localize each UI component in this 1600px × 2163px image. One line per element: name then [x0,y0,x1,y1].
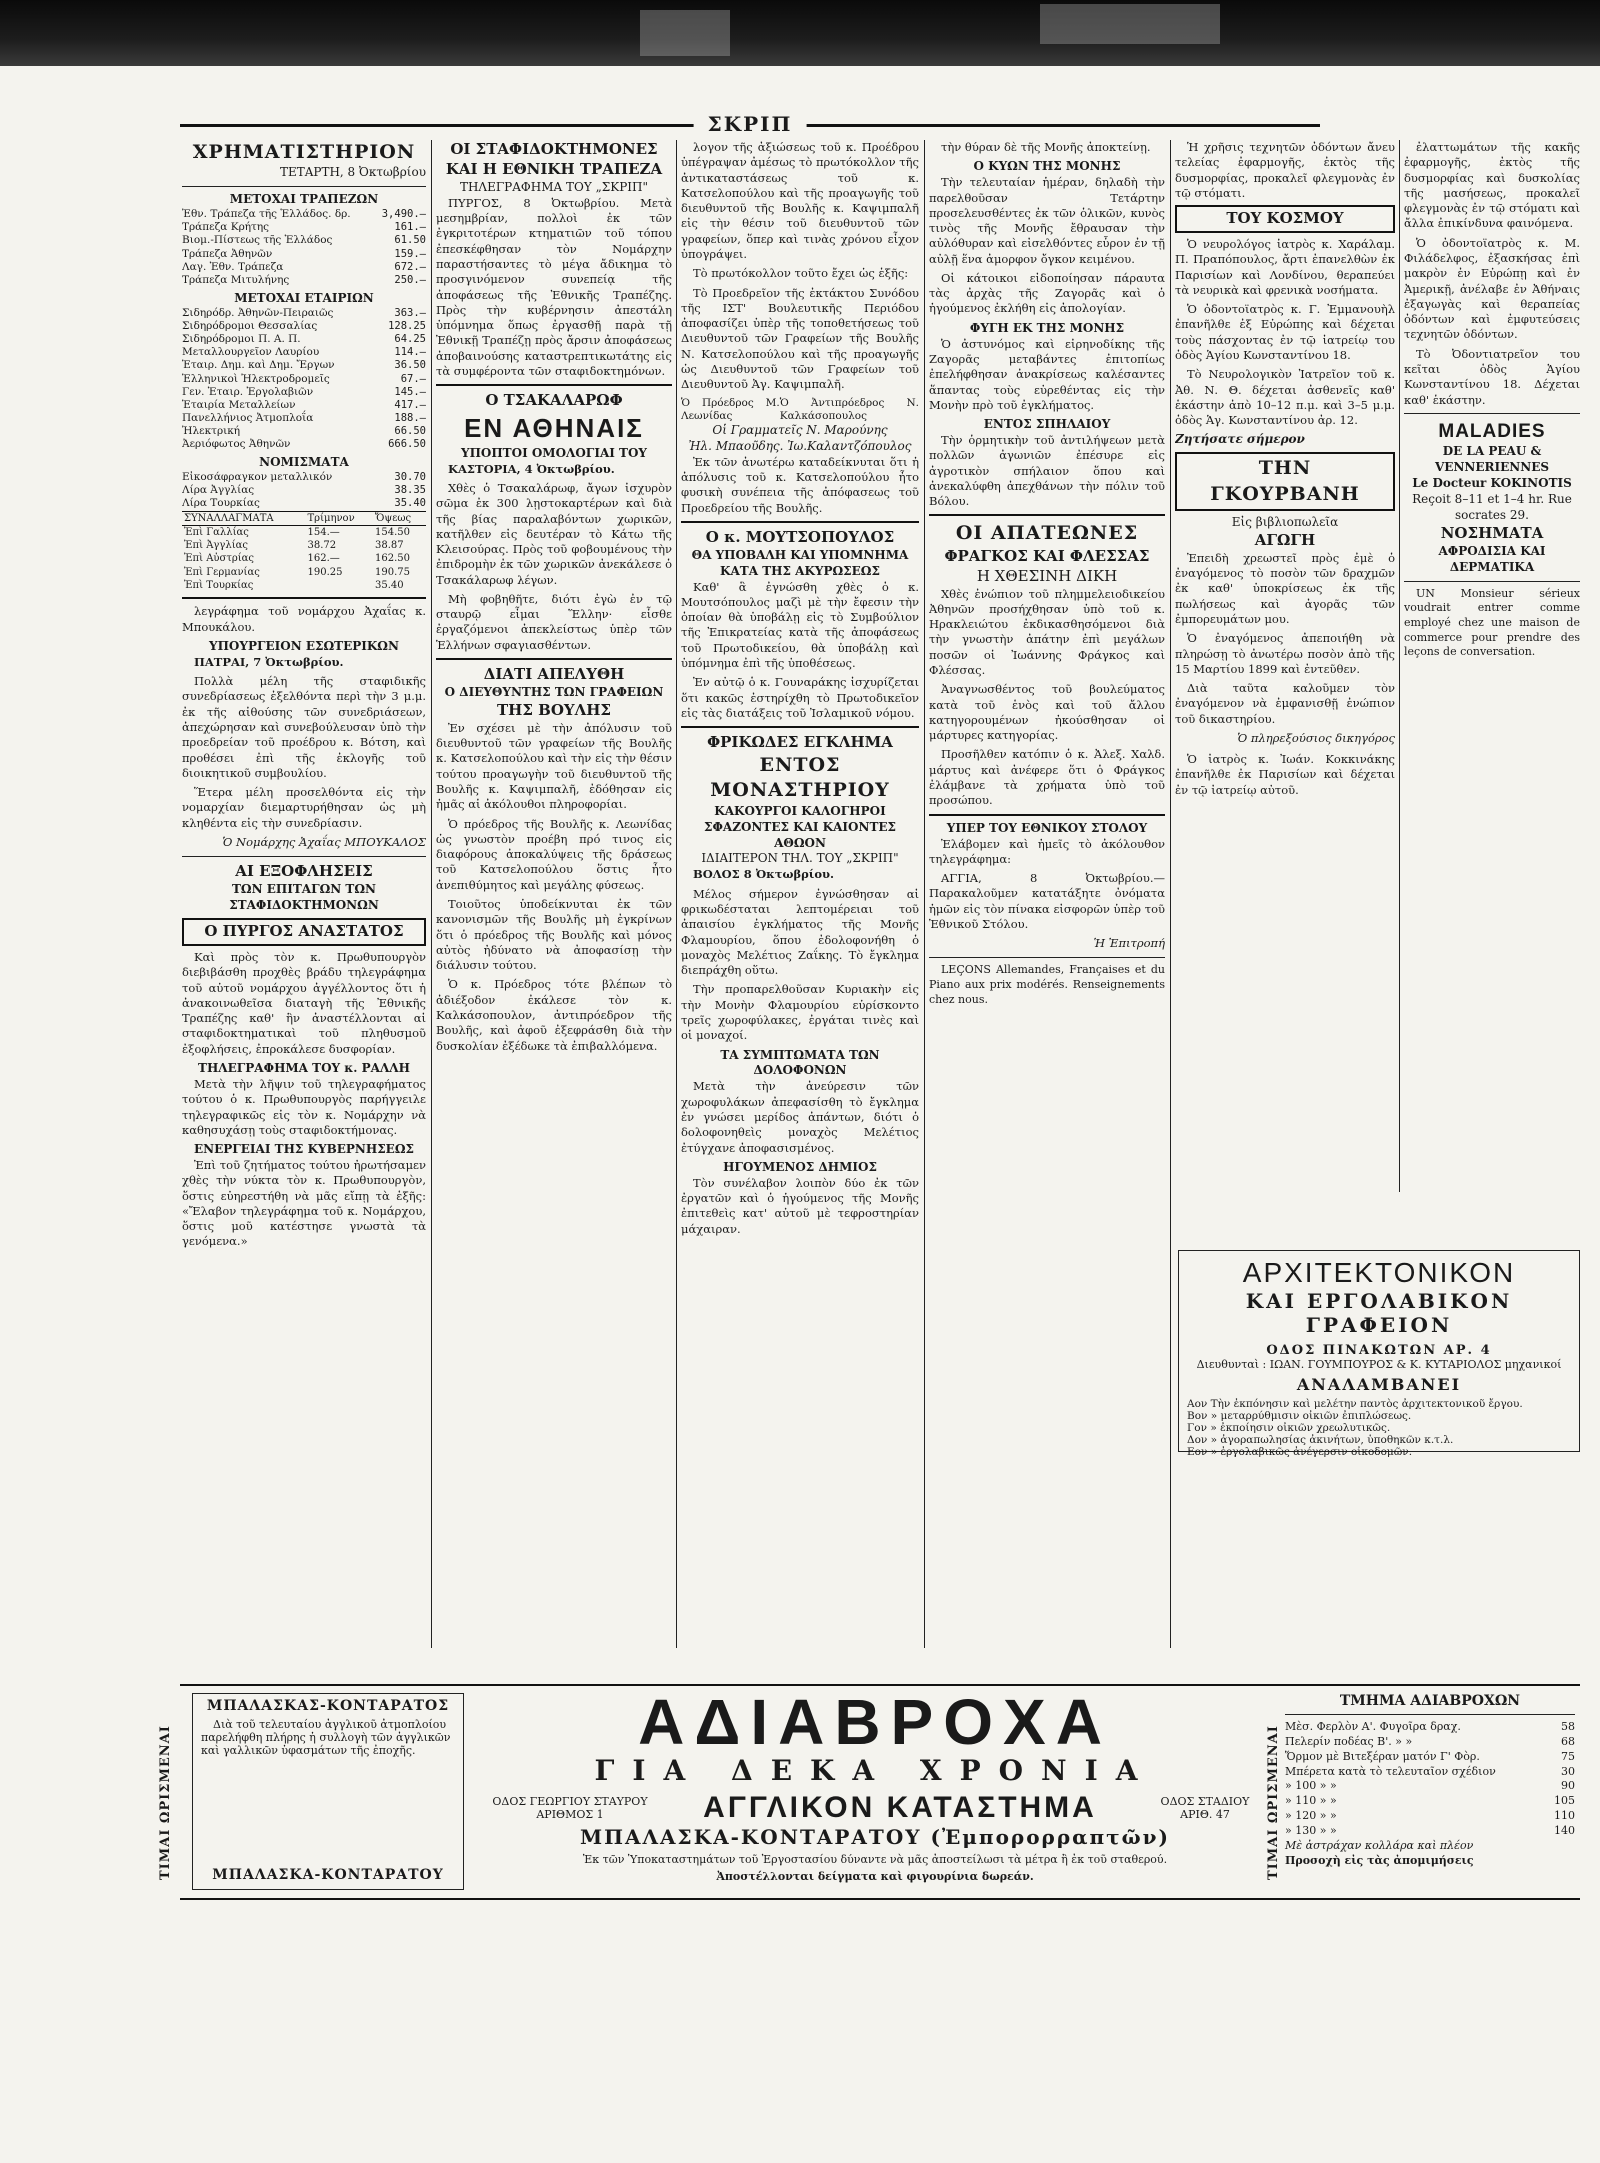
ad-store-name: ΑΓΓΛΙΚΟΝ ΚΑΤΑΣΤΗΜΑ [703,1791,1097,1824]
article-text: Τὴν ὁρμητικὴν τοῦ ἀντιλήψεων μετὰ πολλῶν ἀγωνιῶν ἐπέσυρε εἰς ἀγροτικὸν σπήλαιον ὅπου καὶ ἀνεκαλύφθη ἀπεχθάνων τὴν πόλιν τοῦ Βόλου. [929,433,1165,509]
column-divider [1399,140,1400,1192]
table-cell: Ἐπὶ Γερμανίας [184,566,260,578]
dateline: ΠΑΤΡΑΙ, 7 Ὀκτωβρίου. [194,654,344,669]
vertical-label: ΤΙΜΑΙ ΩΡΙΣΜΕΝΑΙ [1266,1725,1281,1880]
table-cell: 190.75 [375,566,410,578]
price-value: 38.35 [394,484,426,497]
classified-ad: LEÇONS Allemandes, Françaises et du Piano aux prix modérés. Renseignements chez nous. [929,963,1165,1006]
signature: Ἡ Ἐπιτροπή [1093,936,1165,951]
article-subheading: ΤΗΛΕΓΡΑΦΗΜΑ ΤΟΥ „ΣΚΡΙΠ" [459,179,649,194]
price-value: 66.50 [394,425,426,437]
price-label: Ἐθν. Τράπεζα τῆς Ἑλλάδος. δρ. [182,208,351,221]
ad-footer-text: Μὲ ἀστράχαν κολλάρα καὶ πλέον [1285,1838,1474,1852]
price-value: 67.— [400,372,426,385]
article-headline: ΤΩΝ ΕΠΙΤΑΓΩΝ ΤΩΝ ΣΤΑΦΙΔΟΚΤΗΜΟΝΩΝ [229,882,379,913]
table-header-row [182,511,426,525]
article-headline: Ο ΔΙΕΥΘΥΝΤΗΣ ΤΩΝ ΓΡΑΦΕΙΩΝ [444,684,664,699]
article-text: Τὸν συνέλαβον λοιπὸν δύο ἐκ τῶν ἐργατῶν καὶ ὁ ἡγούμενος τῆς Μονῆς ἐπιτεθεὶς κατ' αὐτοῦ μὲ τεφροστηρίαν μάχαιραν. [681,1175,919,1236]
ad-text: Διὰ τοῦ τελευταίου ἀγγλικοῦ ἀτμοπλοίου παρελήφθη πλήρης ἡ συλλογὴ τῶν ἀγγλικῶν καὶ γαλλικῶν ὑφασμάτων τῆς ἐποχῆς. [201,1718,451,1757]
article-subheading: ΚΑΤΑ ΤΗΣ ΑΚΥΡΩΣΕΩΣ [720,563,880,578]
price-label: Λίρα Τουρκίας [182,497,260,510]
price-row [182,261,426,274]
article-headline: ΑΙ ΕΞΟΦΛΗΣΕΙΣ [235,862,373,881]
price-row [182,248,426,261]
price-label: Ἑλληνικοὶ Ἠλεκτροδρομεῖς [182,372,330,385]
article-text: Ἡ χρῆσις τεχνητῶν ὀδόντων ἄνευ τελείας ἐφαρμογῆς, ἐκτὸς τῆς δυσμορφίας, προκαλεῖ φλεγμονὰς ἐν τῷ στόματι. [1175,140,1395,200]
price-row [182,497,426,510]
notice-text: Ἐπειδὴ χρεωστεῖ πρὸς ἐμὲ ὁ ἐναγόμενος τὸ ποσὸν τῶν δραχμῶν ἐκ καθ' ὑποκρίσεως ἐκ τῆς πωλήσεως καὶ ἀγορᾶς τῶν ἐμπορευμάτων μου. [1175,550,1395,626]
ad-headline: ΜΠΑΛΑΣΚΑΣ-ΚΟΝΤΑΡΑΤΟΣ [206,1698,450,1714]
article-text: ΠΥΡΓΟΣ, 8 Ὀκτωβρίου. Μετὰ μεσημβρίαν, πολλοὶ ἐκ τῶν ἐγκριτοτέρων κτηματιῶν τοῦ τόπου ἐπεσκέφθησαν τὸν Νομάρχην παραστήσαντες τὸ μέγα ἄδικημα τὸ προσγινόμενον συνεπείᾳ τῆς ἀποφάσεως τῆς Ἐθνικῆς Τραπέζης. Πρὸς τὴν κυβέρνησιν ἀπεστάλη ὑπόμνημα ὅπως ἐργασθῇ παρὰ τῇ Ἐθνικῇ Τραπέζῃ πρὸς ἄρσιν ἀποφάσεως ἀποβαινούσης καταστρεπτικωτάτης εἰς τὰ συμφέροντα τῶν σταφιδοκτημόνων. [436,195,672,378]
price-row [182,373,426,386]
article-headline: ΦΡΙΚΩΔΕΣ ΕΓΚΛΗΜΑ [707,733,893,752]
article-subheading: Η ΧΘΕΣΙΝΗ ΔΙΚΗ [976,566,1118,585]
price-row [182,399,426,412]
price-label: » 100 » » [1285,1779,1337,1793]
column-header: Τρίμηνον [306,511,373,525]
price-value: 64.25 [394,333,426,346]
table-cell [306,579,373,592]
price-value: 75 [1561,1749,1575,1763]
article-text: Οἱ κάτοικοι εἰδοποίησαν πάραυτα τὰς ἀρχὰς τῆς Ζαγορᾶς καὶ ὁ ἡγούμενος ἐκλήθη εἰς ἀπολογίαν. [929,270,1165,316]
dateline: ΒΟΛΟΣ 8 Ὀκτωβρίου. [693,867,834,882]
ad-store-owner: ΜΠΑΛΑΣΚΑ-ΚΟΝΤΑΡΑΤΟΥ (Ἐμπορορραπτῶν) [579,1825,1171,1849]
vertical-label: ΤΙΜΑΙ ΩΡΙΣΜΕΝΑΙ [158,1725,173,1880]
ad-address: ΟΔΟΣ ΠΙΝΑΚΩΤΩΝ ΑΡ. 4 [1266,1343,1492,1358]
table-row [182,525,426,539]
article-headline: ΕΝΤΟΣ ΜΟΝΑΣΤΗΡΙΟΥ [710,754,890,802]
ad-headline: MALADIES [1438,420,1546,442]
dateline: ΚΑΣΤΟΡΙΑ, 4 Ὀκτωβρίου. [448,461,615,476]
price-value: 140 [1554,1823,1575,1837]
price-value: 363.— [394,306,426,319]
article-subheading: ΚΑΚΟΥΡΓΟΙ ΚΑΛΟΓΗΡΟΙ [714,803,886,818]
price-label: Ἠλεκτρική [182,425,241,437]
price-row [182,208,426,221]
section-heading: ΤΟΥ ΚΟΣΜΟΥ [1175,205,1395,233]
article-headline: ΟΙ ΣΤΑΦΙΔΟΚΤΗΜΟΝΕΣ [450,140,658,158]
signature: Ὁ Νομάρχης Ἀχαΐας ΜΠΟΥΚΑΛΟΣ [222,834,426,849]
ad-footer [1285,1839,1575,1854]
ad-footer-text: Προσοχὴ εἰς τὰς ἀπομιμήσεις [1285,1853,1474,1867]
price-label: » 130 » » [1285,1823,1337,1837]
article-subheading: ΙΔΙΑΙΤΕΡΟΝ ΤΗΛ. ΤΟΥ „ΣΚΡΙΠ" [701,851,899,866]
price-label: Ἀεριόφωτος Ἀθηνῶν [182,438,291,451]
article-headline: ΟΙ ΑΠΑΤΕΩΝΕΣ [955,522,1139,545]
price-value: 114.— [394,346,426,359]
table-row [182,552,426,565]
divider [182,856,426,857]
price-label: Γεν. Ἑταιρ. Ἐργολαβιῶν [182,385,314,398]
article-text: Μετὰ τὴν λῆψιν τοῦ τηλεγραφήματος τούτου ὁ κ. Πρωθυπουργὸς παρήγγειλε τηλεγραφικῶς εἰς τὸν κ. Νομάρχην νὰ καθησυχάσῃ τοὺς σταφιδοκτήμονας. [182,1076,426,1137]
list-item: Εον » ἐργολαβικῶς ἀνέγερσιν οἰκοδομῶν. [1187,1446,1413,1458]
column-2 [436,140,672,1648]
company-shares-list [182,307,426,451]
ad-subline: Reçoit 8–11 et 1–4 hr. Rue socrates 29. [1412,491,1572,522]
notice-text: Διὰ ταῦτα καλοῦμεν τὸν ἐναγόμενον νὰ ἐμφανισθῇ ἐνώπιον τοῦ δικαστηρίου. [1175,681,1395,726]
notice-text: Ὁ ἰατρὸς κ. Ἰωάν. Κοκκινάκης ἐπανῆλθε ἐκ Παρισίων καὶ δέχεται ἐν τῷ ἰατρείῳ αὐτοῦ. [1175,752,1395,797]
divider [436,658,672,660]
bank-shares-heading: ΜΕΤΟΧΑΙ ΤΡΑΠΕΖΩΝ [229,192,379,207]
article-headline: Ο ΤΣΑΚΑΛΑΡΩΦ [485,391,623,410]
article-headline: ΤΗΣ ΒΟΥΛΗΣ [496,700,612,719]
newspaper-title: ΣΚΡΙΠ [694,112,807,136]
price-list-ad [1285,1693,1575,1888]
price-value: 35.40 [394,497,426,510]
article-headline: Ο ΠΥΡΓΟΣ ΑΝΑΣΤΑΤΟΣ [182,918,426,946]
article-text: Μὴ φοβηθῆτε, διότι ἐγὼ ἐν τῷ σταυρῷ εἶμαι Ἕλλην· εἶσθε ἐργαζόμενοι ἀπεκλείστως ὑπὲρ τῶν Ἑλλήνων σφαγιασθέντων. [436,591,672,652]
price-value: 159.— [394,247,426,260]
price-value: 110 [1554,1809,1575,1823]
price-row [182,471,426,484]
price-row [1285,1735,1575,1750]
article-headline: ΔΙΑΤΙ ΑΠΕΛΥΘΗ [483,665,625,684]
price-label: Πελερίν ποδέας Β'. » » [1285,1734,1413,1748]
article-subheading: ΗΓΟΥΜΕΝΟΣ ΔΗΜΙΟΣ [723,1159,877,1174]
price-row [1285,1720,1575,1735]
architecture-office-ad [1178,1250,1580,1458]
table-cell: Ἐπὶ Γαλλίας [184,526,249,538]
price-label: Τράπεζα Ἀθηνῶν [182,247,273,260]
company-shares-heading: ΜΕΤΟΧΑΙ ΕΤΑΙΡΙΩΝ [234,290,374,305]
price-row [1285,1809,1575,1824]
price-row [182,484,426,497]
article-subheading: ΤΗΛΕΓΡΑΦΗΜΑ ΤΟΥ κ. ΡΑΛΛΗ [198,1061,410,1075]
price-label: Σιδηρόδρομοι Θεσσαλίας [182,320,318,332]
ad-subline: Εἰς βιβλιοπωλεῖα [1231,514,1339,529]
ad-subline: ΑΦΡΟΔΙΣΙΑ ΚΑΙ ΔΕΡΜΑΤΙΚΑ [1438,543,1546,574]
price-value: 188.— [394,411,426,424]
price-label: Λαγ. Ἐθν. Τράπεζα [182,260,284,273]
article-headline: ΦΡΑΓΚΟΣ ΚΑΙ ΦΛΕΣΣΑΣ [944,546,1150,565]
price-row [182,425,426,438]
column-divider [676,140,677,1648]
article-text: Καθ' ἃ ἐγνώσθη χθὲς ὁ κ. Μουτσόπουλος μαζὶ μὲ τὴν ἔφεσιν τὴν ὁποίαν θὰ ὑποβάλῃ εἰς τὸ Συμβούλιον τῆς Ἐπικρατείας κατὰ τῆς ἀποφάσεως τοῦ Πρωτοδικείου, θὰ ὑποβάλῃ καὶ ὑπόμνημα ἐπὶ τῆς ὑποθέσεως. [681,579,919,671]
list-item: Βον » μεταρρύθμισιν οἰκιῶν ἐπιπλώσεως. [1187,1410,1412,1422]
article-text: Τὸ Ὀδοντιατρεῖον του κεῖται ὁδὸς Ἁγίου Κωνσταντίνου 18. Δέχεται καθ' ἑκάστην. [1404,346,1580,407]
scan-edge-band [0,0,1600,66]
divider [929,814,1165,816]
price-label: » 120 » » [1285,1809,1337,1823]
article-subheading: ΣΦΑΖΟΝΤΕΣ ΚΑΙ ΚΑΙΟΝΤΕΣ ΑΘΩΟΝ [703,819,897,850]
article-text: Χθὲς ἐνώπιον τοῦ πλημμελειοδικείου Ἀθηνῶν προσήχθησαν ὑπὸ τοῦ κ. Ηρακλειώτου ἐκδικασθησόμενοι διὰ τὴν γνωστὴν ἀπάτην ἐπὶ μεγάλων ποσῶν οἱ Ἰωάννης Φράγκος καὶ Φλέσσας. [929,586,1165,678]
price-row [182,274,426,287]
price-value: 36.50 [394,359,426,372]
column-6 [1404,140,1580,1192]
article-text: Τὴν τελευταίαν ἡμέραν, δηλαδὴ τὴν παρελθοῦσαν Τετάρτην προσελευσθέντες ἐκ τῶν ὁλικῶν, κυνὸς τινὸς τῆς Μονῆς ἔθραυσαν τὴν αὐλόθυραν καὶ εἰσελθόντες εὗρον ἐν τῇ αὐλῇ ἕνα ἀμορφον ὄγκον κειμένου. [929,175,1165,266]
ad-lead: Ζητήσατε σήμερον [1175,432,1305,447]
price-row [182,412,426,425]
notice-text: Ὁ ἐναγόμενος ἀπεποιήθη νὰ πληρώσῃ τὸ ἀνωτέρω ποσὸν ἀπὸ τῆς 15 Μαρτίου 1899 καὶ ἐντεῦθεν. [1175,631,1395,676]
article-subheading: ΘΑ ΥΠΟΒΑΛΗ ΚΑΙ ΥΠΟΜΝΗΜΑ [691,547,909,562]
exchange-title: ΧΡΗΜΑΤΙΣΤΗΡΙΟΝ [192,141,416,163]
price-value: 145.— [394,385,426,398]
ad-subheading: ΑΝΑΛΑΜΒΑΝΕΙ [1296,1375,1462,1394]
price-row [182,346,426,359]
article-subheading: ΥΠΟΠΤΟΙ ΟΜΟΛΟΓΙΑΙ ΤΟΥ [461,445,647,460]
article-text: Τὸ πρωτόκολλον τοῦτο ἔχει ὡς ἑξῆς: [693,266,909,281]
table-row [182,566,426,579]
article-text: Ἐπὶ τοῦ ζητήματος τούτου ἠρωτήσαμεν χθὲς τὴν νύκτα τὸν κ. Πρωθυπουργὸν, ὅστις εὐηρεστήθη νὰ μᾶς εἴπῃ τὰ ἑξῆς: «Ἔλαβον τηλεγράφημα τοῦ κ. Νομάρχου, ὅστις μοῦ κατέστησε γνωστὰ τὰ γενόμενα.» [182,1158,426,1249]
article-subheading: Ο ΚΥΩΝ ΤΗΣ ΜΟΝΗΣ [973,159,1121,174]
classified-ad: UN Monsieur sérieux voudrait entrer comme employé chez une maison de commerce pour prendre des leçons de conversation. [1404,586,1580,659]
ad-services-list [1179,1394,1579,1462]
ad-headline: ΤΜΗΜΑ ΑΔΙΑΒΡΟΧΩΝ [1339,1693,1521,1709]
article-text: Χθὲς ὁ Τσακαλάρωφ, ἄγων ἰσχυρὸν σῶμα ἐκ 300 λῃστοκαρτέρων καὶ διὰ τῆς βίας παραλαβόντων χωρικῶν, κατῆλθεν εἰς δευτέραν τὸ Κάτω τῆς Κλεισούρας. Πρὸς τοῦ φοβουμένους τὴν ἐπιδρομὴν ἐκ τῶν χωρικῶν ἀνεκάλεσε ὁ Τσακάλαρωφ λέγων. [436,480,672,587]
article-text: Πολλὰ μέλη τῆς σταφιδικῆς συνεδρίασεως ἐξελθόντα περὶ τὴν 3 μ.μ. ἐκ τῆς αἰθούσης τῶν συνεδριάσεων, ἀπεχώρησαν καὶ συνεβούλευσαν ὑπὸ τὴν προεδρείαν τοῦ προέδρου κ. Βότση, καὶ προθέσει ἐπὶ τῆς ἐκλογῆς τοῦ διοικητικοῦ συμβουλίου. [182,674,426,780]
price-label: Σιδηρόδρομοι Π. Α. Π. [182,333,301,346]
article-text: Προσῆλθεν κατόπιν ὁ κ. Ἀλεξ. Χαλδ. μάρτυς καὶ ἀνέφερε ὅτι ὁ Φράγκος ἐλάμβανε τὰ χρήματα ὑπὸ τοῦ προσώπου. [929,747,1165,808]
ad-subline: Le Docteur KOKINOTIS [1412,475,1572,490]
column-4 [929,140,1165,1648]
divider [681,521,919,523]
table-row [182,579,426,592]
price-value: 161.— [394,221,426,234]
notice-text: Ὁ νευρολόγος ἰατρὸς κ. Χαράλαμ. Π. Πραπόπουλος, ἄρτι ἐπανελθὼν ἐκ Παρισίων καὶ Λονδίνου, θεραπεύει τὰ νευρικὰ καὶ φρενικὰ νοσήματα. [1175,237,1395,297]
masthead [180,112,1320,136]
article-text: τὴν θύραν δὲ τῆς Μονῆς ἀποκτείνῃ. [941,140,1151,154]
list-item: Αον Τὴν ἐκπόνησιν καὶ μελέτην παντὸς ἀρχιτεκτονικοῦ ἔργου. [1187,1398,1523,1410]
notice-text: Τὸ Νευρολογικὸν Ἰατρεῖον τοῦ κ. Ἀθ. Ν. Θ. δέχεται ἀσθενεῖς καθ' ἑκάστην ἀπὸ 10–12 π.μ. καὶ 3–5 μ.μ. ὁδὸς Ἁγ. Κωνσταντίνου ἀρ. 12. [1175,367,1395,428]
list-item: Δον » ἀγοραπωλησίας ἀκινήτων, ὑποθηκῶν κ.τ.λ. [1187,1434,1454,1446]
ad-headline: ΑΡΧΙΤΕΚΤΟΝΙΚΟΝ [1242,1257,1516,1288]
column-header: Ὄψεως [373,511,426,525]
table-cell: Ἐπὶ Ἀγγλίας [184,540,248,552]
ad-address: ΟΔΟΣ ΣΤΑΔΙΟΥ ΑΡΙΘ. 47 [1160,1795,1250,1821]
article-text: Ἐν σχέσει μὲ τὴν ἀπόλυσιν τοῦ διευθυντοῦ τῶν γραφείων τῆς Βουλῆς κ. Κατσελοπούλου καὶ τὴν εἰς τὴν θέσιν τούτου προαγωγὴν τοῦ διευθυντοῦ τῆς Βουλῆς κ. Καψιμπαλῆ, ἐδόθησαν εἰς ἡμᾶς αἱ ἀκόλουθοι πληροφορίαι. [436,720,672,812]
price-label: Μὲσ. Φερλὸν Α'. Φυγοῖρα δραχ. [1285,1720,1461,1733]
article-text: Ἕτερα μέλη προσελθόντα εἰς τὴν νομαρχίαν διεμαρτυρήθησαν ὡς μὴ κληθέντα εἰς τὴν συνεδρίασιν. [182,785,426,830]
divider [929,514,1165,516]
article-text: ἐλαττωμάτων τῆς κακῆς ἐφαρμογῆς, ἐκτὸς τῆς δυσμορφίας καὶ δυσκολίας τῆς μασήσεως, προκαλεῖ φλεγμονὰς ἐν τῷ στόματι καὶ ἄλλα ἐπικίνδυνα φαινόμενα. [1404,140,1580,231]
column-3 [681,140,919,1648]
ad-subline: DE LA PEAU & VENNERIENNES [1434,444,1550,474]
scan-smudge [640,10,730,56]
article-text: Καὶ πρὸς τὸν κ. Πρωθυπουργὸν διεβιβάσθη προχθὲς βράδυ τηλεγράφημα τοῦ αὐτοῦ νομάρχου ἀγγέλλοντος ὅτι ἡ ἀνακοινωθεῖσα διαταγὴ τῆς Ἐθνικῆς Τραπέζης καθ' ἣν ἀναστέλλονται αἱ σταφιδοκτηματικαὶ τοῦ πληθυσμοῦ ἐξοφλήσεις, ἐπροκάλεσε δυσφορίαν. [182,950,426,1056]
price-label: Ἑταιρ. Δημ. καὶ Δημ. Ἔργων [182,359,335,372]
price-value: 250.— [394,273,426,286]
merchant-ad-left [192,1693,464,1890]
ad-footer [1285,1854,1575,1869]
divider [182,186,426,187]
price-label: Σιδηρόδρ. Ἀθηνῶν-Πειραιῶς [182,306,334,319]
signature: Ὁ πληρεξούσιος δικηγόρος [1237,730,1395,745]
price-row [182,333,426,346]
price-label: Βιομ.-Πίστεως τῆς Ἑλλάδος [182,234,333,247]
divider [1285,1714,1575,1715]
article-text: Ὁ ἀστυνόμος καὶ εἰρηνοδίκης τῆς Ζαγορᾶς μεταβάντες ἐπιτοπίως ἐπελήφθησαν ἀνακρίσεως καλέσαντες ἅπαντας τοὺς εὑρεθέντας εἰς τὴν Μονὴν πρὸ τοῦ ἐγκλήματος. [929,336,1165,412]
price-value: 58 [1561,1720,1575,1733]
ad-headline: ΑΔΙΑΒΡΟΧΑ [638,1686,1112,1758]
price-label: Ἑταιρία Μεταλλείων [182,398,296,411]
article-subheading: ΕΝΤΟΣ ΣΠΗΛΑΙΟΥ [983,417,1111,432]
column-5 [1175,140,1395,1192]
ad-note: Ἐκ τῶν Ὑποκαταστημάτων τοῦ Ἐργοστασίου δύναντε νὰ μᾶς ἀποστείλωσι τὰ μέτρα ἢ ἐκ τοῦ σταθερού. [582,1853,1168,1866]
bank-shares-list [182,208,426,287]
price-value: 672.— [394,260,426,273]
article-text: Τὸ Προεδρεῖον τῆς ἐκτάκτου Συνόδου τῆς ΙΣΤ' Βουλευτικῆς Περιόδου ἀποφασίζει ὑπὲρ τῆς τοποθετήσεως τοῦ Διευθυντοῦ τῶν Γραφείων τῆς Βουλῆς Ν. Κατσελοπούλου καὶ τῆς προαγωγῆς ὡς Διευθυντοῦ τῶν Γραφείων τοῦ Διευθυντοῦ Ἀγ. Καψιμπαλῆ. [681,285,919,392]
coins-heading: ΝΟΜΙΣΜΑΤΑ [259,455,349,470]
ad-subheadline: ΓΙΑ ΔΕΚΑ ΧΡΟΝΙΑ [594,1754,1156,1787]
signature-row [681,397,919,423]
article-text: Ἐν αὐτῷ ὁ κ. Γουναράκης ἰσχυρίζεται ὅτι κακῶς ἐστηρίχθη τὸ Πρωτοδικεῖον εἰς τὰς διατάξεις τοῦ Ἰσλαμικοῦ νόμου. [681,675,919,720]
raincoats-ad [485,1686,1265,1890]
ad-footer: ΜΠΑΛΑΣΚΑ-ΚΟΝΤΑΡΑΤΟΥ [212,1867,444,1883]
divider [436,384,672,386]
ad-headline: ΤΗΝ ΓΚΟΥΡΒΑΝΗ [1175,452,1395,511]
ad-note: Ἀποστέλλονται δείγματα καὶ φιγουρίνια δωρεάν. [716,1870,1034,1883]
article-text: Ἐλάβομεν καὶ ἡμεῖς τὸ ἀκόλουθον τηλεγράφημα: [929,836,1165,866]
table-cell: 35.40 [375,580,404,592]
table-cell: 162.50 [375,553,410,565]
column-divider [1170,140,1171,1648]
signature: Ἠλ. Μπαοῦδης. Ἰω.Καλαντζόπουλος [688,438,912,453]
price-value: 105 [1554,1794,1575,1808]
price-row [182,386,426,399]
price-value: 128.25 [388,320,426,332]
column-1 [182,140,426,1648]
article-subheading: ΤΑ ΣΥΜΠΤΩΜΑΤΑ ΤΩΝ ΔΟΛΟΦΟΝΩΝ [720,1047,880,1078]
price-row [182,307,426,320]
price-row [1285,1824,1575,1839]
price-row [182,234,426,247]
table-cell: Ἐπὶ Τουρκίας [184,580,254,592]
price-row [1285,1765,1575,1780]
coins-list [182,471,426,510]
ad-directors: Διευθυνταὶ : ΙΩΑΝ. ΓΟΥΜΠΟΥΡΟΣ & Κ. ΚΥΤΑΡΙΟΛΟΣ μηχανικοί [1196,1358,1562,1371]
price-row [1285,1779,1575,1794]
divider [1404,581,1580,582]
notice-heading: ΑΓΩΓΗ [1254,530,1316,549]
price-label: » 110 » » [1285,1794,1337,1808]
table-cell: Ἐπὶ Αὐστρίας [184,553,255,565]
signature: Ὁ Πρόεδρος Μ. Λεωνίδας [681,396,780,422]
article-text: Ὁ κ. Πρόεδρος τότε βλέπων τὸ ἀδιέξοδον ἐκάλεσε τὸν κ. Καλκάσοπουλον, ἀντιπρόεδρον τῆς Βουλῆς, καὶ ἀφοῦ ἐξεφράσθη διὰ τὴν δυσκολίαν ἐξέδωκε τὰ ἐπιβαλλόμενα. [436,977,672,1053]
article-text: Ὁ ὀδοντοϊατρὸς κ. Μ. Φιλάδελφος, ἐξασκήσας ἐπὶ μακρὸν ἐν Εὐρώπῃ καὶ ἐν Ἀμερικῇ, ἀνέλαβε ἐν Ἀθήναις ἐξαγωγὰς καὶ θεραπείας ὀδόντων καὶ ἐμφυτεύσεις τεχνητῶν ὀδόντων. [1404,235,1580,342]
price-label: Τράπεζα Κρήτης [182,221,270,234]
table-cell: 38.87 [375,540,404,552]
article-text: Τὴν προπαρελθοῦσαν Κυριακὴν εἰς τὴν Μονὴν Φλαμουρίου εὑρίσκοντο τρεῖς χωροφύλακες, ἐργάται τινὲς καὶ οἱ μοναχοί. [681,982,919,1043]
price-label: Πανελλήνιος Ἀτμοπλοΐα [182,411,314,424]
article-headline: ΕΝ ΑΘΗΝΑΙΣ [464,413,644,444]
article-text: Μετὰ τὴν ἀνεύρεσιν τῶν χωροφυλάκων ἀπεφασίσθη τὸ ἔγκλημα ἐν γνώσει μερίδος ἀπάντων, διότι ὁ δολοφονηθεὶς μοναχὸς Μελέτιος ἐτύγχανε ἀποφασισμένος. [681,1079,919,1155]
price-label: Ὅρμον μὲ Βιτεξέραν ματόν Γ' Φὸρ. [1285,1749,1480,1763]
article-subheading: ΦΥΓΗ ΕΚ ΤΗΣ ΜΟΝΗΣ [969,320,1125,335]
divider [1404,413,1580,414]
exchange-rates-table [182,511,426,593]
article-heading: ΥΠΟΥΡΓΕΙΟΝ ΕΣΩΤΕΡΙΚΩΝ [209,638,399,653]
divider [929,957,1165,958]
signature: Ὁ Ἀντιπρόεδρος Ν. Καλκάσοπουλος [779,396,919,422]
article-text: Ἀναγνωσθέντος τοῦ βουλεύματος κατὰ τοῦ ἑνὸς καὶ τοῦ ἄλλου κατηγορουμένων ἠκούσθησαν οἱ μάρτυρες κατηγορίας. [929,682,1165,743]
table-cell: 162.— [307,553,340,565]
price-label: Λίρα Ἀγγλίας [182,484,255,497]
price-value: 61.50 [394,234,426,247]
price-row [182,320,426,333]
table-row [182,539,426,552]
article-text: Ὁ πρόεδρος τῆς Βουλῆς κ. Λεωνίδας ὡς γνωστὸν προέβη πρό τινος εἰς διαφόρους ἀποκαλύψεις τῆς δράσεως τοῦ Κατσελοπούλου ὅστις ἦτο ἀνεπιθύμητος καὶ μεγάλης φύσεως. [436,816,672,892]
list-item: Γον » ἐκποίησιν οἰκιῶν χρεωλυτικῶς. [1187,1422,1391,1434]
column-divider [431,140,432,1648]
price-row [182,359,426,372]
divider [182,597,426,599]
table-cell: 154.50 [375,526,410,538]
article-text: ΑΓΓΙΑ, 8 Ὀκτωβρίου.— Παρακαλοῦμεν κατατάξητε ὀνόματα ἡμῶν εἰς τὸν πίνακα εἰσφορῶν ὑπὲρ τοῦ Ἐθνικοῦ Στόλου. [929,871,1165,931]
article-text: λογον τῆς ἀξιώσεως τοῦ κ. Προέδρου ὑπέγραψαν ἀμέσως τὸ πρωτόκολλον τῆς ἀντικαταστάσεως τοῦ κ. Κατσελοπούλου καὶ τῆς προαγωγῆς τοῦ διευθυντοῦ τῆς Βουλῆς κ. Καψιμπαλῆ εἰς τὴν θέσιν τοῦ διευθυντοῦ τῶν γραφείων, ὅπερ καὶ τινὰς χρόνου εἶχον ὑπογράψει. [681,140,919,261]
article-headline: ΥΠΕΡ ΤΟΥ ΕΘΝΙΚΟΥ ΣΤΟΛΟΥ [946,820,1148,835]
scan-smudge [1040,4,1220,44]
divider [180,1898,1580,1900]
column-divider [924,140,925,1648]
price-value: 30.70 [394,471,426,484]
price-value: 666.50 [388,438,426,451]
ad-address: ΟΔΟΣ ΓΕΩΡΓΙΟΥ ΣΤΑΥΡΟΥ ΑΡΙΘΜΟΣ 1 [492,1795,648,1821]
price-row [1285,1794,1575,1809]
exchange-date: ΤΕΤΑΡΤΗ, 8 Ὀκτωβρίου [279,165,426,180]
fx-heading: ΣΥΝΑΛΛΑΓΜΑΤΑ [182,511,306,525]
price-label: Τράπεζα Μιτυλήνης [182,273,290,286]
article-text: Τοιοῦτος ὑποδείκνυται ἐκ τῶν κανονισμῶν τῆς Βουλῆς μὴ ἐγκρίνων ὅτι ὁ πρόεδρος τῆς Βουλῆς καὶ μόνος αὐτὸς ἠδύνατο νὰ ἀποφασίσῃ τὴν διάλυσιν τούτου. [436,896,672,973]
table-cell: 154.— [307,526,340,538]
article-subheading: ΕΝΕΡΓΕΙΑΙ ΤΗΣ ΚΥΒΕΡΝΗΣΕΩΣ [193,1142,414,1157]
divider [681,726,919,728]
price-label: Εἰκοσάφραγκον μεταλλικόν [182,471,333,484]
notice-text: Ὁ ὀδοντοϊατρὸς κ. Γ. Ἐμμανουὴλ ἐπανῆλθε ἐξ Εὐρώπης καὶ δέχεται τοὺς πάσχοντας ἐν τῷ ἰατρείῳ του ὁδὸς Ἁγίου Κωνσταντίνου 18. [1175,302,1395,363]
price-value: 417.— [394,398,426,411]
article-text: λεγράφημα τοῦ νομάρχου Ἀχαΐας κ. Μπουκάλου. [182,604,426,634]
ad-headline: ΚΑΙ ΕΡΓΟΛΑΒΙΚΟΝ ΓΡΑΦΕΙΟΝ [1245,1289,1513,1337]
ad-headline: ΝΟΣΗΜΑΤΑ [1440,523,1544,542]
article-headline: Ο κ. ΜΟΥΤΣΟΠΟΥΛΟΣ [705,527,895,546]
price-row [182,438,426,451]
table-cell: 190.25 [307,566,343,578]
signature: Οἱ Γραμματεῖς Ν. Μαρούνης [712,422,888,437]
price-label: Μεταλλουργεῖον Λαυρίου [182,346,320,359]
article-text: Μέλος σήμερον ἐγνώσθησαν αἱ φρικωδέσταται λεπτομέρειαι τοῦ ἀπαισίου ἐγκλήματος τῆς Μονῆς Φλαμουρίου, ὅπου ἐδολοφονήθη ὁ μοναχὸς Μελέτιος Ζαΐκης. Τὸ ἔγκλημα διεπράχθη οὕτω. [681,886,919,978]
price-value: 90 [1561,1779,1575,1793]
price-value: 68 [1561,1734,1575,1748]
article-text: Ἐκ τῶν ἀνωτέρω καταδείκνυται ὅτι ἡ ἀπόλυσις τοῦ κ. Κατσελοπούλου ἦτο φυσικὴ συνέπεια τῆς ἀπόφασεως τοῦ Προεδρείου τῆς Βουλῆς. [681,454,919,515]
ad-address-line [485,1791,1265,1825]
price-row [182,221,426,234]
price-row [1285,1750,1575,1765]
price-value: 30 [1561,1764,1575,1778]
price-label: Μπέρετα κατὰ τὸ τελευταῖον σχέδιον [1285,1764,1496,1778]
table-cell: 38.72 [307,540,337,552]
article-headline: ΚΑΙ Η ΕΘΝΙΚΗ ΤΡΑΠΕΖΑ [445,159,663,178]
price-value: 3,490.— [381,208,426,221]
